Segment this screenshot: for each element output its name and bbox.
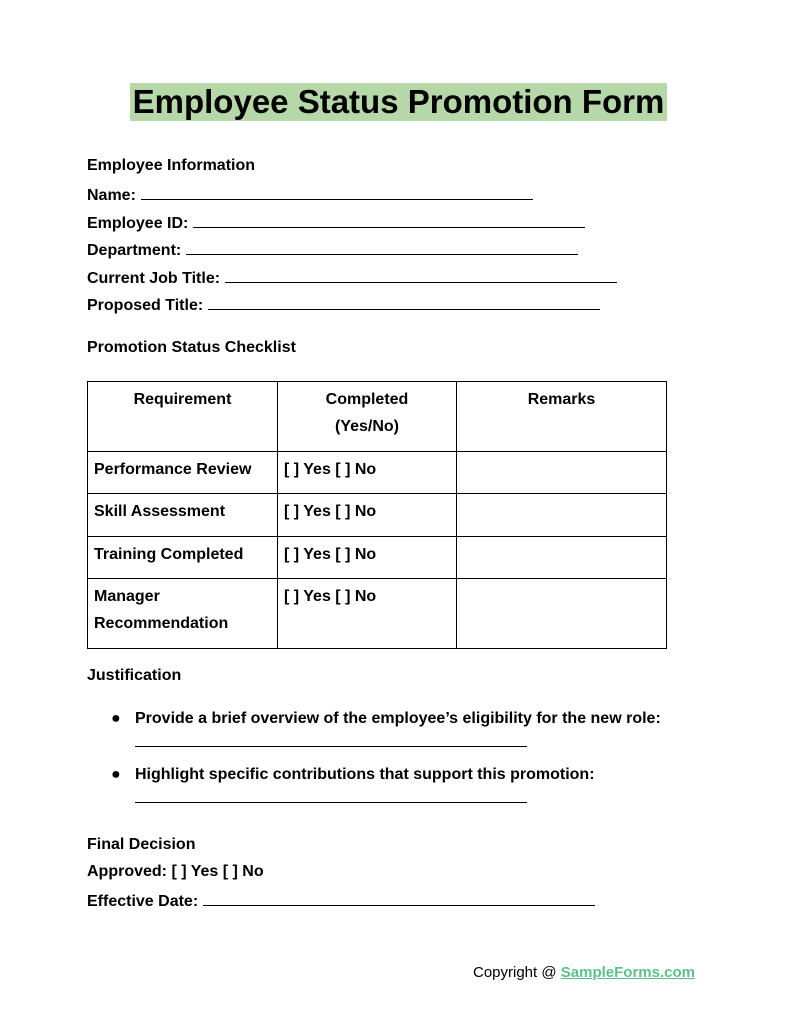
employee-id-input-line[interactable]: [193, 213, 585, 228]
justification-heading: Justification: [87, 667, 182, 684]
field-label: Proposed Title:: [87, 297, 204, 314]
field-label: Department:: [87, 242, 182, 259]
completed-cell[interactable]: [ ] Yes [ ] No: [278, 579, 457, 649]
justification-input-line[interactable]: [135, 802, 527, 803]
remarks-cell[interactable]: [457, 579, 667, 649]
table-header-row: [88, 382, 667, 452]
table-row: [88, 452, 667, 494]
final-decision-heading: Final Decision: [87, 836, 196, 853]
proposed-title-field[interactable]: [87, 295, 600, 315]
department-input-line[interactable]: [186, 240, 578, 255]
table-row: [88, 494, 667, 537]
name-input-line[interactable]: [141, 185, 533, 200]
field-label: Employee ID:: [87, 215, 189, 232]
checklist-heading: Promotion Status Checklist: [87, 339, 296, 356]
justification-input-line[interactable]: [135, 746, 527, 747]
justification-item-text: Provide a brief overview of the employee’s eligibility for the new role:: [135, 710, 661, 727]
completed-cell[interactable]: [ ] Yes [ ] No: [278, 452, 457, 494]
current-job-title-field[interactable]: [87, 268, 617, 288]
footer: [473, 964, 695, 981]
completed-cell[interactable]: [ ] Yes [ ] No: [278, 537, 457, 579]
effective-date-label: Effective Date:: [87, 893, 199, 910]
requirement-cell: Training Completed: [88, 537, 278, 579]
table-row: [88, 579, 667, 649]
field-label: Name:: [87, 187, 136, 204]
bullet-icon: ●: [111, 710, 121, 727]
department-field[interactable]: [87, 240, 578, 260]
remarks-cell[interactable]: [457, 494, 667, 537]
header-completed: Completed (Yes/No): [278, 382, 457, 452]
header-requirement: Requirement: [88, 382, 278, 452]
header-remarks: Remarks: [457, 382, 667, 452]
checklist-table: [87, 381, 667, 649]
bullet-icon: ●: [111, 766, 121, 783]
approved-label: Approved:: [87, 863, 167, 880]
requirement-cell: Performance Review: [88, 452, 278, 494]
requirement-cell: Manager Recommendation: [88, 579, 278, 649]
current-job-title-input-line[interactable]: [225, 268, 617, 283]
remarks-cell[interactable]: [457, 452, 667, 494]
effective-date-input-line[interactable]: [203, 891, 595, 906]
justification-item-text: Highlight specific contributions that support this promotion:: [135, 766, 595, 783]
effective-date-field[interactable]: [87, 891, 595, 911]
completed-cell[interactable]: [ ] Yes [ ] No: [278, 494, 457, 537]
approved-options[interactable]: [ ] Yes [ ] No: [171, 863, 264, 880]
proposed-title-input-line[interactable]: [208, 295, 600, 310]
page-title: Employee Status Promotion Form: [130, 83, 667, 121]
requirement-cell: Skill Assessment: [88, 494, 278, 537]
table-row: [88, 537, 667, 579]
employee-id-field[interactable]: [87, 213, 585, 233]
sampleforms-link[interactable]: SampleForms.com: [560, 964, 695, 981]
name-field[interactable]: [87, 185, 533, 205]
remarks-cell[interactable]: [457, 537, 667, 579]
copyright-text: Copyright @: [473, 964, 557, 981]
field-label: Current Job Title:: [87, 270, 221, 287]
employee-info-heading: Employee Information: [87, 157, 256, 174]
approved-field[interactable]: [87, 863, 264, 881]
